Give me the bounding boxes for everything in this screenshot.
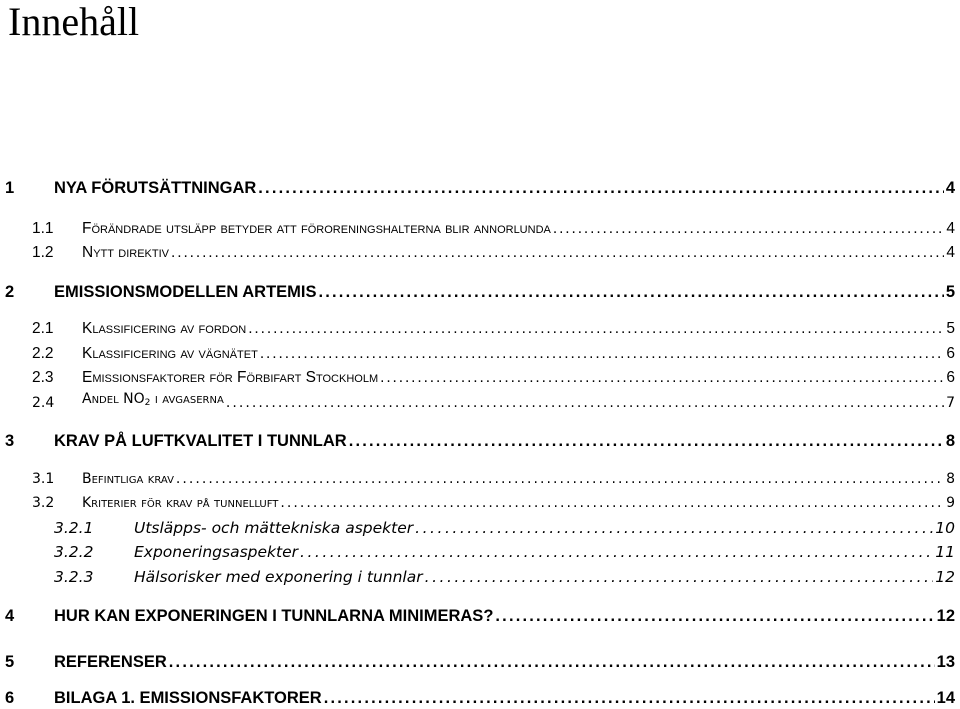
toc-number: 2.1 [32,320,54,337]
toc-leader [226,392,944,414]
toc-text: HUR KAN EXPONERINGEN I TUNNLARNA MINIMERAS? [54,607,494,625]
toc-number: 2.2 [32,345,54,362]
toc-entry-2[interactable] [0,281,960,303]
toc-leader [553,218,945,240]
toc-entry-4[interactable] [0,605,960,627]
toc-page: 5 [946,320,955,337]
toc-page: 12 [935,568,955,586]
toc-number: 1.1 [32,220,54,237]
toc-text: Andel $NO_2$ i avgaserna [82,391,224,408]
toc-leader [258,177,944,199]
toc-page: 8 [946,471,955,487]
toc-entry-3-2-3[interactable] [0,566,960,588]
toc-text: EMISSIONSMODELLEN ARTEMIS [54,283,317,301]
toc-entry-3-2-1[interactable] [0,517,960,539]
toc-number: 1.2 [32,244,54,261]
toc-text: Nytt direktiv [82,244,170,261]
toc-number: 3.2.1 [54,519,94,537]
toc-leader [324,687,935,709]
toc-page: 7 [946,395,955,411]
toc-text: Utsläpps- och mättekniska aspekter [134,519,414,537]
toc-leader [171,242,944,264]
toc-entry-1-1[interactable] [0,218,960,240]
toc-text: Exponeringsaspekter [134,543,298,561]
toc-number: 6 [5,689,15,707]
page-title: Innehåll [8,0,140,44]
toc-page: 4 [946,244,955,261]
toc-leader [248,318,944,340]
toc-page: 9 [946,495,955,511]
toc-number: 3.1 [32,471,55,487]
toc-page: 5 [945,283,955,301]
toc-entry-1[interactable] [0,177,960,199]
toc-text: REFERENSER [54,653,167,671]
toc-entry-3[interactable] [0,430,960,452]
toc-number: 2.4 [32,395,55,411]
toc-entry-3-2-2[interactable] [0,541,960,563]
toc-leader [169,651,935,673]
toc-entry-6[interactable] [0,687,960,709]
toc-leader [280,492,944,514]
toc-number: 4 [5,607,15,625]
toc-leader [495,605,934,627]
toc-page: 8 [945,432,955,450]
toc-text: NYA FÖRUTSÄTTNINGAR [54,179,257,197]
toc-text: Förändrade utsläpp betyder att föroreningshalterna blir annorlunda [82,220,551,237]
toc-entry-3-2[interactable] [0,492,960,514]
toc-entry-3-1[interactable] [0,468,960,490]
toc-number: 2 [5,283,15,301]
toc-page: 12 [936,607,955,625]
toc-page: 10 [935,519,955,537]
toc-leader [380,367,944,389]
toc-text: Klassificering av fordon [82,320,247,337]
toc-page: 13 [936,653,955,671]
toc-number: 2.3 [32,369,54,386]
toc-text: BILAGA 1. EMISSIONSFAKTORER [54,689,322,707]
toc-text: Emissionsfaktorer för Förbifart Stockholm [82,369,379,386]
toc-page: 6 [946,369,955,386]
toc-entry-5[interactable] [0,651,960,673]
toc-text: Klassificering av vägnätet [82,345,258,362]
toc-entry-2-4[interactable] [0,392,960,414]
toc-text: KRAV PÅ LUFTKVALITET I TUNNLAR [54,432,347,450]
toc-entry-2-2[interactable] [0,343,960,365]
toc-text: Hälsorisker med exponering i tunnlar [134,568,423,586]
toc-entry-2-1[interactable] [0,318,960,340]
toc-entry-1-2[interactable] [0,242,960,264]
toc-page: 6 [946,345,955,362]
toc-leader [260,343,945,365]
toc-leader [425,566,934,588]
toc-page: 11 [935,543,955,561]
toc-page: 4 [945,179,955,197]
toc-leader [176,468,944,490]
toc-leader [300,541,933,563]
toc-number: 3.2.3 [54,568,94,586]
toc-page: 4 [946,220,955,237]
toc-number: 3.2.2 [54,543,94,561]
toc-number: 1 [5,179,15,197]
toc-number: 3.2 [32,495,55,511]
toc-number: 3 [5,432,15,450]
toc-text: Kriterier för krav på tunnelluft [82,495,279,511]
toc-entry-2-3[interactable] [0,367,960,389]
toc-text: Befintliga krav [82,471,174,487]
toc-leader [319,281,944,303]
toc-leader [415,517,933,539]
toc-leader [349,430,944,452]
toc-page: 14 [936,689,955,707]
toc-number: 5 [5,653,15,671]
